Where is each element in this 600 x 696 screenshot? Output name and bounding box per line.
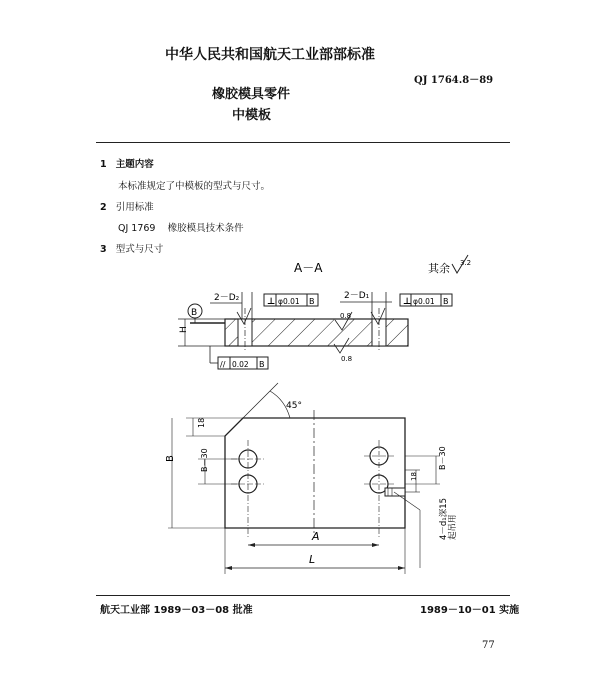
reference-code: QJ 1769 [118,223,156,234]
left-hole-label: 2－D₂ [214,293,240,303]
dim-h: H [179,326,189,333]
dim-l: L [309,553,316,566]
issuing-organization: 中华人民共和国航天工业部部标准 [165,47,375,63]
standard-code: QJ 1764.8－89 [414,75,494,86]
document-title: 橡胶模具零件 [212,87,291,102]
thread-note: 4－d₁深15 [439,497,449,540]
section-1-number: 1 [100,159,107,170]
page-number: 77 [482,640,495,651]
dim-b30-right: B－30 [438,446,447,470]
section-3-title: 型式与尺寸 [115,244,164,255]
roughness-other-value: 3.2 [460,259,472,267]
left-tolerance-value: φ0.01 [278,297,300,306]
section-1-text: 本标准规定了中模板的型式与尺寸。 [118,181,271,192]
section-2-number: 2 [100,202,107,213]
bottom-roughness-value: 0.8 [341,355,353,363]
top-roughness-value: 0.8 [340,312,352,320]
left-datum-letter: B [309,297,315,306]
parallelism-frame [218,357,268,369]
section-view [225,308,408,352]
footer-rule [96,595,510,596]
parallelism-icon: // [220,360,226,369]
plan-view [225,410,405,538]
datum-circle-letter: B [191,308,198,318]
left-tolerance-frame [264,294,318,307]
parallelism-value: 0.02 [232,360,249,369]
dim-b: B [165,455,176,462]
perpendicularity-icon: ⊥ [267,297,276,307]
reference-title: 橡胶模具技术条件 [167,223,244,234]
effective-date: 1989－10－01 实施 [420,605,520,616]
document-subtitle: 中模板 [232,108,272,123]
chamfer-angle: 45° [286,401,302,411]
parallelism-datum: B [259,360,265,369]
dim-18-side: 18 [410,472,418,481]
surface-finish-note: 其余 [428,262,450,275]
section-2-title: 引用标准 [115,202,154,213]
approval-date: 航天工业部 1989－03－08 批准 [100,605,253,616]
right-datum-letter: B [443,297,449,306]
right-hole-label: 2－D₁ [344,291,370,301]
perpendicularity-icon: ⊥ [403,297,412,307]
right-tolerance-value: φ0.01 [413,297,435,306]
dim-18-top: 18 [197,417,206,428]
right-tolerance-frame [400,294,452,307]
section-3-number: 3 [100,244,107,255]
section-label: A－A [294,261,323,275]
thread-note-2: 起吊用 [448,514,458,540]
section-1-title: 主题内容 [115,159,154,170]
dim-b30-left: B－30 [200,448,209,472]
dim-a: A [312,530,320,543]
